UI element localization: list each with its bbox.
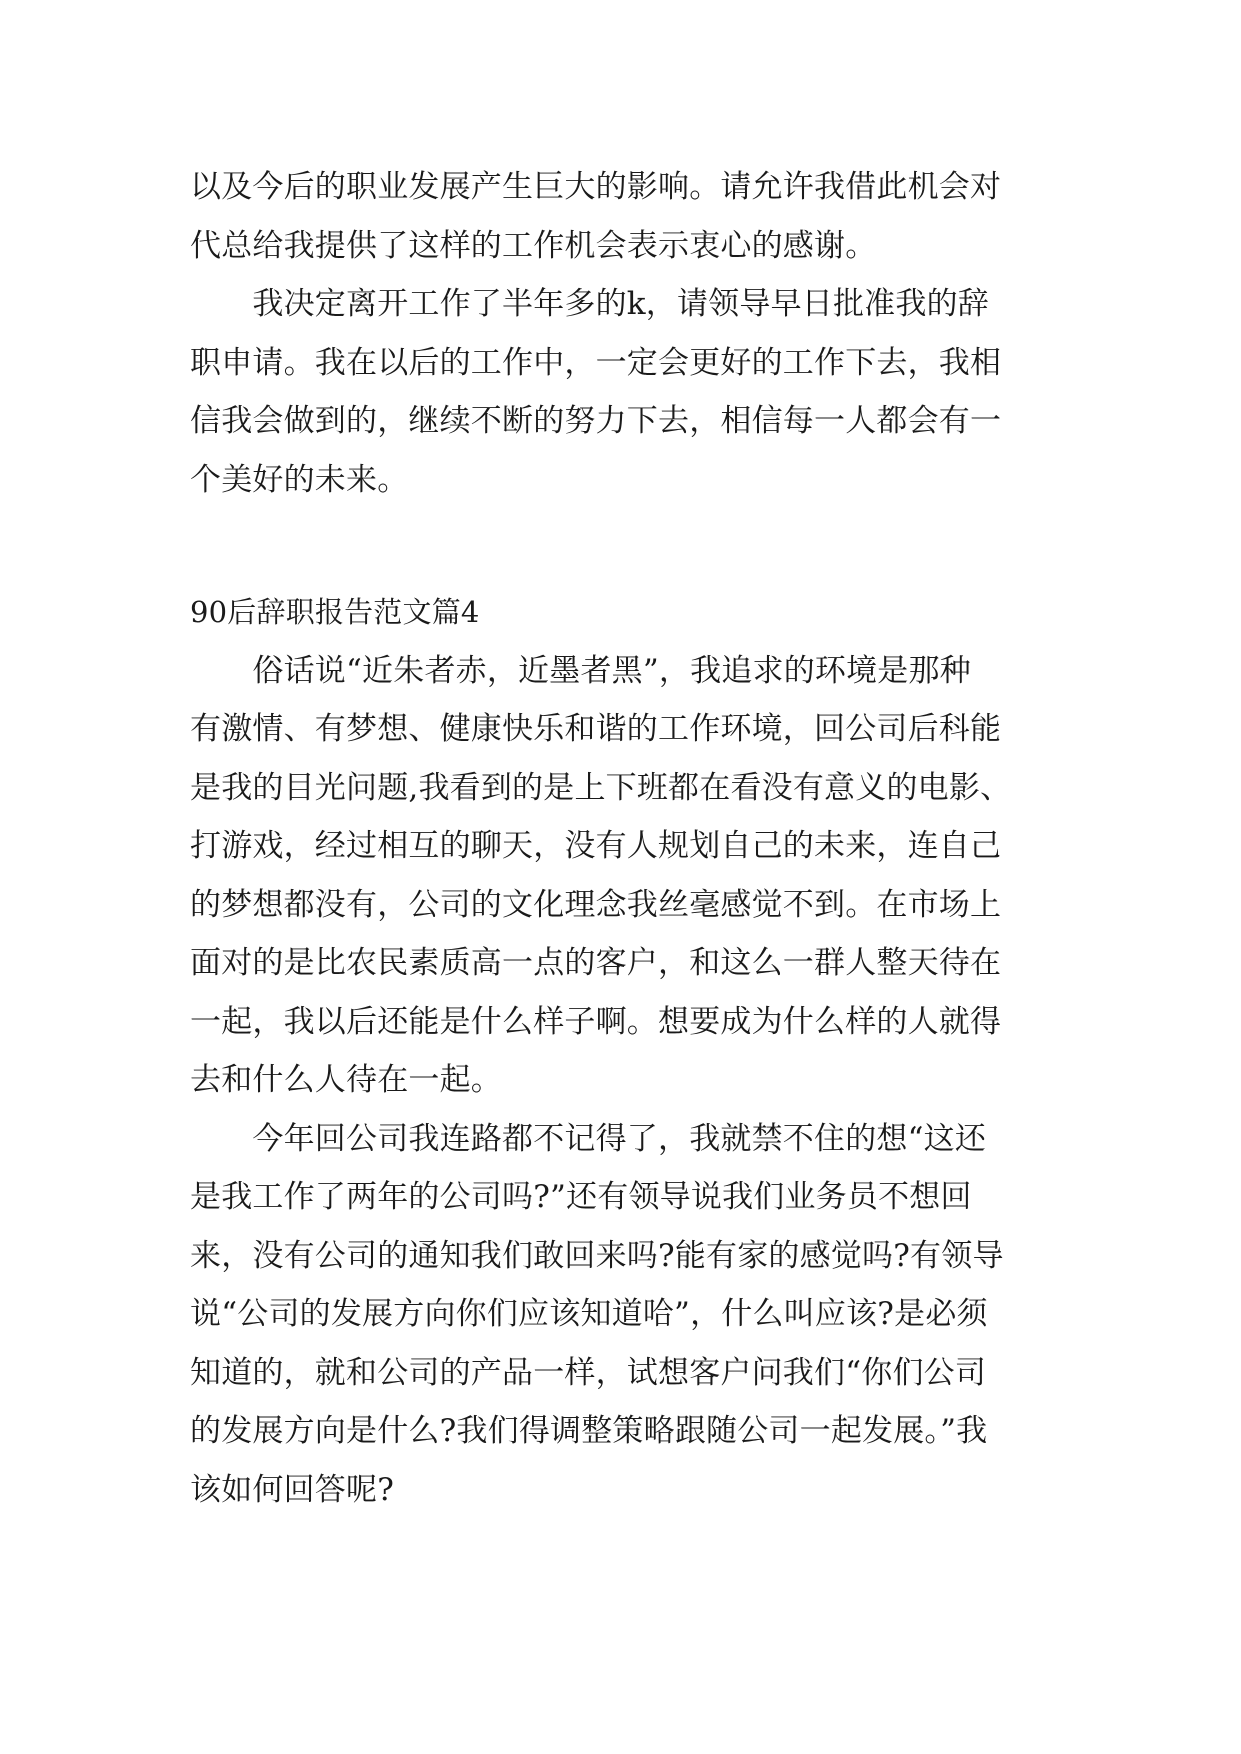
text-line: 是我的目光问题,我看到的是上下班都在看没有意义的电影、 (190, 769, 1012, 806)
paragraph-2 (190, 275, 1046, 509)
text-line: 说“公司的发展方向你们应该知道哈”，什么叫应该?是必须 (190, 1296, 988, 1332)
text-line: 知道的，就和公司的产品一样，试想客户问我们“你们公司 (190, 1354, 987, 1391)
heading-line: 90后辞职报告范文篇4 (190, 595, 480, 629)
text-line: 来，没有公司的通知我们敢回来吗?能有家的感觉吗?有领导 (190, 1237, 1004, 1274)
text-line: 以及今后的职业发展产生巨大的影响。请允许我借此机会对 (190, 169, 1002, 205)
section-heading (190, 583, 1046, 642)
text-line: 我决定离开工作了半年多的k，请领导早日批准我的辞 (190, 286, 989, 322)
text-line: 代总给我提供了这样的工作机会表示衷心的感谢。 (190, 227, 877, 264)
text-line: 面对的是比农民素质高一点的客户，和这么一群人整天待在 (190, 945, 1002, 981)
text-line: 去和什么人待在一起。 (190, 1062, 502, 1098)
paragraph-1 (190, 158, 1046, 275)
text-line: 今年回公司我连路都不记得了，我就禁不住的想“这还 (190, 1120, 987, 1157)
paragraph-3 (190, 642, 1046, 1110)
text-line: 一起，我以后还能是什么样子啊。想要成为什么样的人就得 (190, 1003, 1002, 1040)
text-line: 打游戏，经过相互的聊天，没有人规划自己的未来，连自己 (190, 828, 1002, 864)
text-line: 有激情、有梦想、健康快乐和谐的工作环境，回公司后科能 (190, 711, 1002, 747)
text-line: 是我工作了两年的公司吗?”还有领导说我们业务员不想回 (190, 1179, 972, 1215)
text-line: 的发展方向是什么?我们得调整策略跟随公司一起发展。”我 (190, 1413, 988, 1449)
section-spacer (190, 509, 1046, 583)
text-line: 俗话说“近朱者赤，近墨者黑”，我追求的环境是那种 (190, 652, 971, 689)
text-line: 职申请。我在以后的工作中，一定会更好的工作下去，我相 (190, 344, 1002, 381)
text-line: 信我会做到的，继续不断的努力下去，相信每一人都会有一 (190, 403, 1002, 439)
paragraph-4 (190, 1110, 1046, 1520)
text-line: 的梦想都没有，公司的文化理念我丝毫感觉不到。在市场上 (190, 886, 1002, 923)
document-body (190, 158, 1046, 1519)
text-line: 个美好的未来。 (190, 461, 409, 498)
text-line: 该如何回答呢? (190, 1471, 395, 1508)
